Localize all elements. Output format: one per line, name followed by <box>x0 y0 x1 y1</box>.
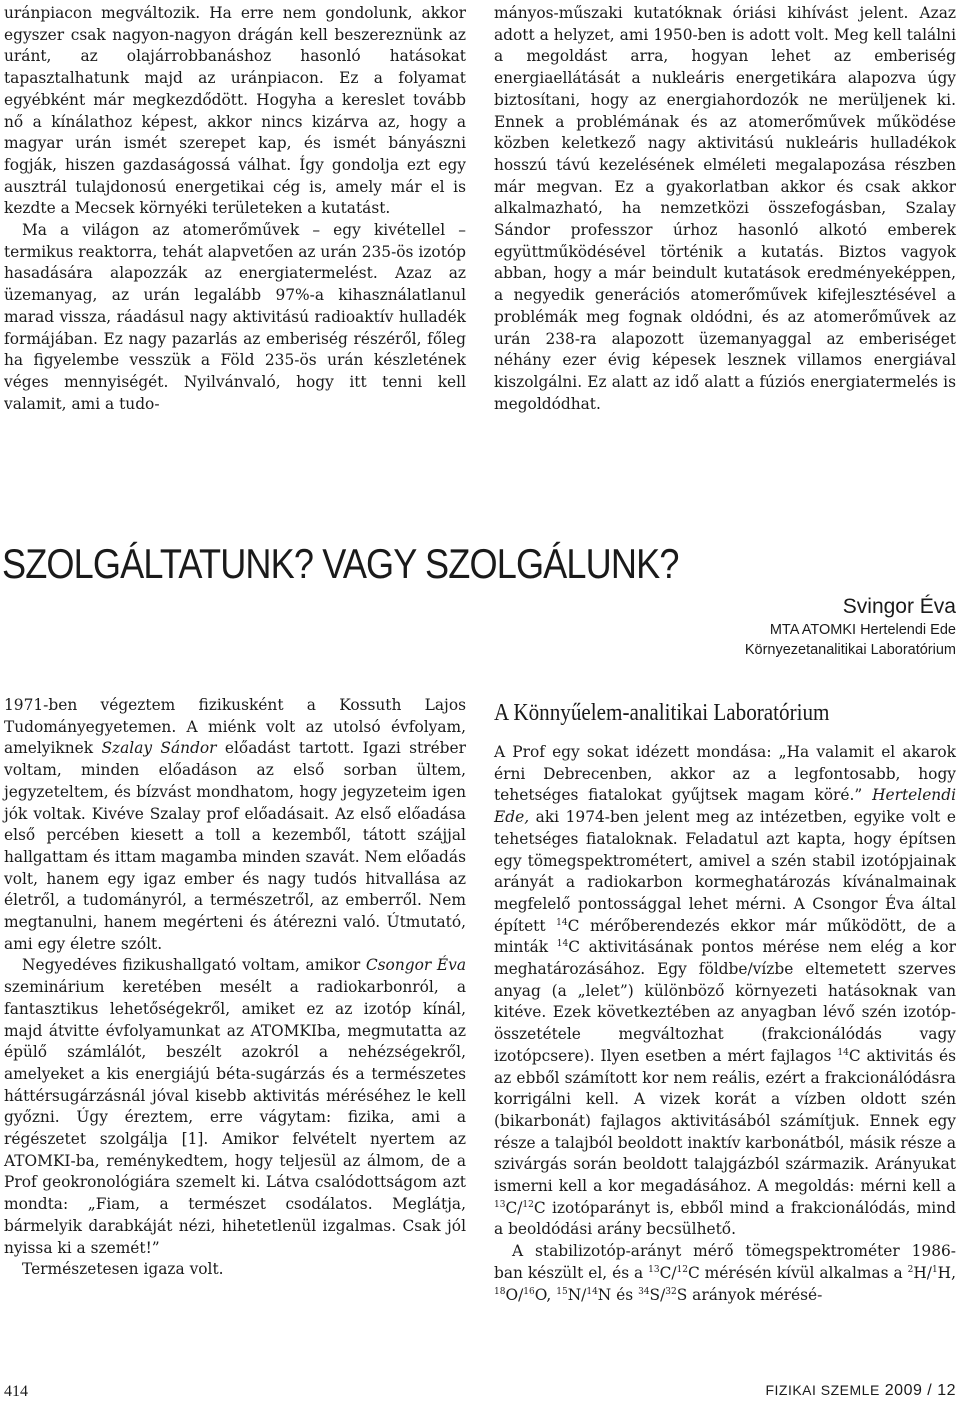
text-run: arányok mérésé- <box>687 1285 823 1304</box>
affiliation-line: Környezetanalitikai Laboratórium <box>744 642 956 658</box>
isotope-symbol: C/ <box>659 1263 677 1282</box>
text-run: aki 1974-ben jelent meg az intézetben, egyike volt e tehetséges fiataloknak. Feladatul azt kapta, hogy építsen egy tömegspektrométert, amivel a szén stabil izotópjainak arányát a radiokarbon kormeghatározás kívánalmainak megfelelő pontossággal lehet mérni. A Csongor Éva által épített <box>494 808 956 935</box>
isotope-symbol: C <box>568 938 581 957</box>
isotope-symbol: C <box>848 1046 861 1065</box>
person-name: Szalay Sándor <box>101 739 217 758</box>
byline <box>745 594 956 660</box>
isotope-mass: 12 <box>676 1264 688 1275</box>
isotope-symbol: N és <box>597 1285 634 1304</box>
paragraph <box>4 695 466 955</box>
paragraph <box>494 1241 956 1306</box>
article-column-right <box>494 742 956 1306</box>
isotope-mass: 34 <box>638 1286 650 1297</box>
isotope-mass: 14 <box>556 939 569 950</box>
section-heading: A Könnyűelem-analitikai Laboratórium <box>494 700 830 726</box>
person-name: Hertelendi Ede, <box>494 786 956 827</box>
journal-issue: 2009 / 12 <box>884 1382 956 1399</box>
isotope-mass: 13 <box>648 1264 660 1275</box>
paragraph <box>494 742 956 1241</box>
isotope-symbol: S/ <box>649 1285 666 1304</box>
page-number: 414 <box>4 1383 28 1400</box>
continued-column-left <box>4 3 466 415</box>
text-run: mérőberendezés ekkor már működött, de a minták <box>494 916 957 957</box>
isotope-mass: 16 <box>523 1286 535 1297</box>
isotope-mass: 13 <box>494 1199 506 1210</box>
paragraph: uránpiacon megváltozik. Ha erre nem gondolunk, akkor egyszer csak nagyon-nagyon drágán kell beszereznünk az uránt, az olajárrobbanáshoz hasonló hatásokat tapasztalhatunk majd az uránpiacon. Ez a folyamat egyébként már megkezdődött. Hogyha a kereslet tovább nő a kínálathoz képest, akkor nincs kizárva az, hogy a magyar urán ismét szerepet kap, és ismét bányászni fogják, hiszen gazdaságossá válhat. Így gondolja ezt egy ausztrál tulajdonosú energetikai cég is, amely már el is kezdte a Mecsek környéki területeken a kutatást. <box>4 4 466 218</box>
isotope-mass: 15 <box>556 1286 568 1297</box>
text-run: aktivitásának pontos mérése nem elég a kor meghatározásához. Egy földbe/vízbe eltemetett szerves anyag (a „lelet”) különböző környezeti hatásoknak van kitéve. Ezek következtében az anyagban lévő szén izotóp-összetétele megváltozhat (frakcionálódás vagy izotópcsere). Ilyen esetben a mért fajlagos <box>494 938 956 1065</box>
text-run: izotóparányt is, ebből mind a frakcionálódás, mind a beoldódási arány becsülhető. <box>494 1198 956 1239</box>
isotope-symbol: N/ <box>567 1285 587 1304</box>
isotope-mass: 14 <box>837 1047 849 1058</box>
isotope-mass: 14 <box>556 917 568 928</box>
paragraph: Természetesen igaza volt. <box>22 1260 224 1279</box>
text-run: 1971-ben végeztem fizikusként a Kossuth Lajos Tudományegyetemen. A miénk volt az utolsó évfolyam, amelyiknek <box>4 696 466 758</box>
journal-footer <box>765 1382 956 1400</box>
continued-column-right <box>494 3 956 415</box>
author-name: Svingor Éva <box>842 595 956 618</box>
isotope-symbol: H/ <box>913 1263 932 1282</box>
isotope-symbol: C <box>533 1198 546 1217</box>
text-run: szeminárium keretében mesélt a radiokarbonról, a fantasztikus lehetőségekről, amiket ez az izotóp kínál, majd átvitte évfolyamunkat az ATOMKIba, megmutatta az épülő számlálót, beszélt azokról a nehézségekről, amelyeket a kis energiájú béta-sugárzás és a természetes háttérsugárzásnál jóval kisebb aktivitás méréséhez le kell győzni. Úgy éreztem, erre vágytam: fizika, ami a régészetet szolgálja [1]. Amikor felvételt nyertem az ATOMKI-ba, reménykedtem, hogy teljesül az álmom, de a Prof geokronológiára szemelt ki. Látva csalódottságom azt mondta: „Fiam, a természet csodálatos. Meglátja, bármelyik darabkáját nézi, hihetetlenül izgalmas. Csak jól nyissa ki a szemét!” <box>4 978 466 1257</box>
paragraph <box>4 955 466 1259</box>
text-run: Negyedéves fizikushallgató voltam, amikor <box>22 956 366 975</box>
text-run: mérésén kívül alkalmas a <box>699 1263 908 1282</box>
isotope-mass: 14 <box>586 1286 598 1297</box>
person-name: Csongor Éva <box>365 956 466 975</box>
isotope-symbol: H, <box>937 1263 956 1282</box>
text-run: aktivitás és az ebből számított kor nem reális, ezért a frakcionálódásra korrigálni kell. A vizek korát a vízben oldott szén (bikarbonát) fajlagos aktivitásából számítjuk. Ennek egy része a talajból beoldott inaktív karbonátból, másik része a szivárgás során beoldott talajgázból származik. Arányukat ismerni kell a kor megadásához. A megoldás: mérni kell a <box>494 1046 957 1196</box>
affiliation-line: MTA ATOMKI Hertelendi Ede <box>769 622 956 638</box>
isotope-symbol: O/ <box>505 1285 524 1304</box>
isotope-mass: 18 <box>494 1286 506 1297</box>
isotope-symbol: C <box>687 1263 700 1282</box>
article-column-left <box>4 695 466 1281</box>
isotope-symbol: O, <box>534 1285 552 1304</box>
isotope-mass: 12 <box>522 1199 534 1210</box>
paragraph: mányos-műszaki kutatóknak óriási kihívást jelent. Azaz adott a helyzet, ami 1950-ben is adott volt. Meg kell találni a megoldást arra, hogyan lehet az emberiség energiaellátását a nukleáris energetikára alapozva úgy biztosítani, hogy az energiahordozók ne merüljenek ki. Ennek a problémának és az atomerőművek működése közben keletkező nagy aktivitású nukleáris hulladékok hosszú távú kezelésének elméleti megalapozása részben már megvan. Ez a gyakorlatban akkor és csak akkor alkalmazható, ha nemzetközi összefogásban, Szalay Sándor professzor úrhoz hasonló alkotó emberek együttműködésével történik a kutatás. Biztos vagyok abban, hogy a már beindult kutatások eredményeképpen, a negyedik generációs atomerőművek kifejlesztésével a problémák meg fognak oldódni, és az atomerőművek az urán 238-ra alapozott üzemanyaggal az emberiséget néhány ezer évig képesek lesznek villamos energiával kiszolgálni. Ez alatt az idő alatt a fúziós energiatermelés is megoldódhat. <box>494 4 956 413</box>
isotope-mass: 32 <box>665 1286 677 1297</box>
journal-name: FIZIKAI SZEMLE <box>765 1382 880 1398</box>
text-run: előadást tartott. Igazi stréber voltam, minden előadáson az első sorban ültem, jegyzeteltem, és bízvást mondhatom, hogy jegyzeteim igen jók voltak. Kivéve Szalay prof előadásait. Az első előadása első percében kiesett a toll a kezemből, tátott szájjal hallgattam és ittam magamba minden szavát. Nem előadás volt, hanem egy igaz ember és nagy tudós hitvallása az életről, a tudományról, a természetről, az emberről. Nem megtanulni, hanem megérteni és átérezni való. Útmutató, ami egy életre szólt. <box>4 739 466 953</box>
text-run: A stabilizotóp-arányt mérő tömegspektrométer 1986-ban készült el, és a <box>494 1242 956 1282</box>
isotope-symbol: C/ <box>505 1198 523 1217</box>
article-title: SZOLGÁLTATUNK? VAGY SZOLGÁLUNK? <box>2 540 679 587</box>
isotope-symbol: S <box>676 1285 688 1304</box>
isotope-mass: 2 <box>907 1264 914 1275</box>
isotope-symbol: C <box>567 916 580 935</box>
paragraph: Ma a világon az atomerőművek – egy kivétellel – termikus reaktorra, tehát alapvetően az urán 235-ös izotóp hasadására alapozzák az energiatermelést. Azaz az üzemanyag, az urán legalább 97%-a kihasználatlanul marad vissza, ráadásul nagy aktivitású radioaktív hulladék formájában. Ez nagy pazarlás az emberiség részéről, főleg ha figyelembe vesszük a Föld 235-ös urán készletének véges mennyiségét. Nyilvánvaló, hogy itt tenni kell valamit, ami a tudo- <box>4 221 466 413</box>
text-run: A Prof egy sokat idézett mondása: „Ha valamit el akarok érni Debrecenben, akkor az a legfontosabb, hogy tehetséges fiatalokat gyűjtsek magam köré.” <box>494 743 956 805</box>
isotope-mass: 1 <box>931 1264 938 1275</box>
